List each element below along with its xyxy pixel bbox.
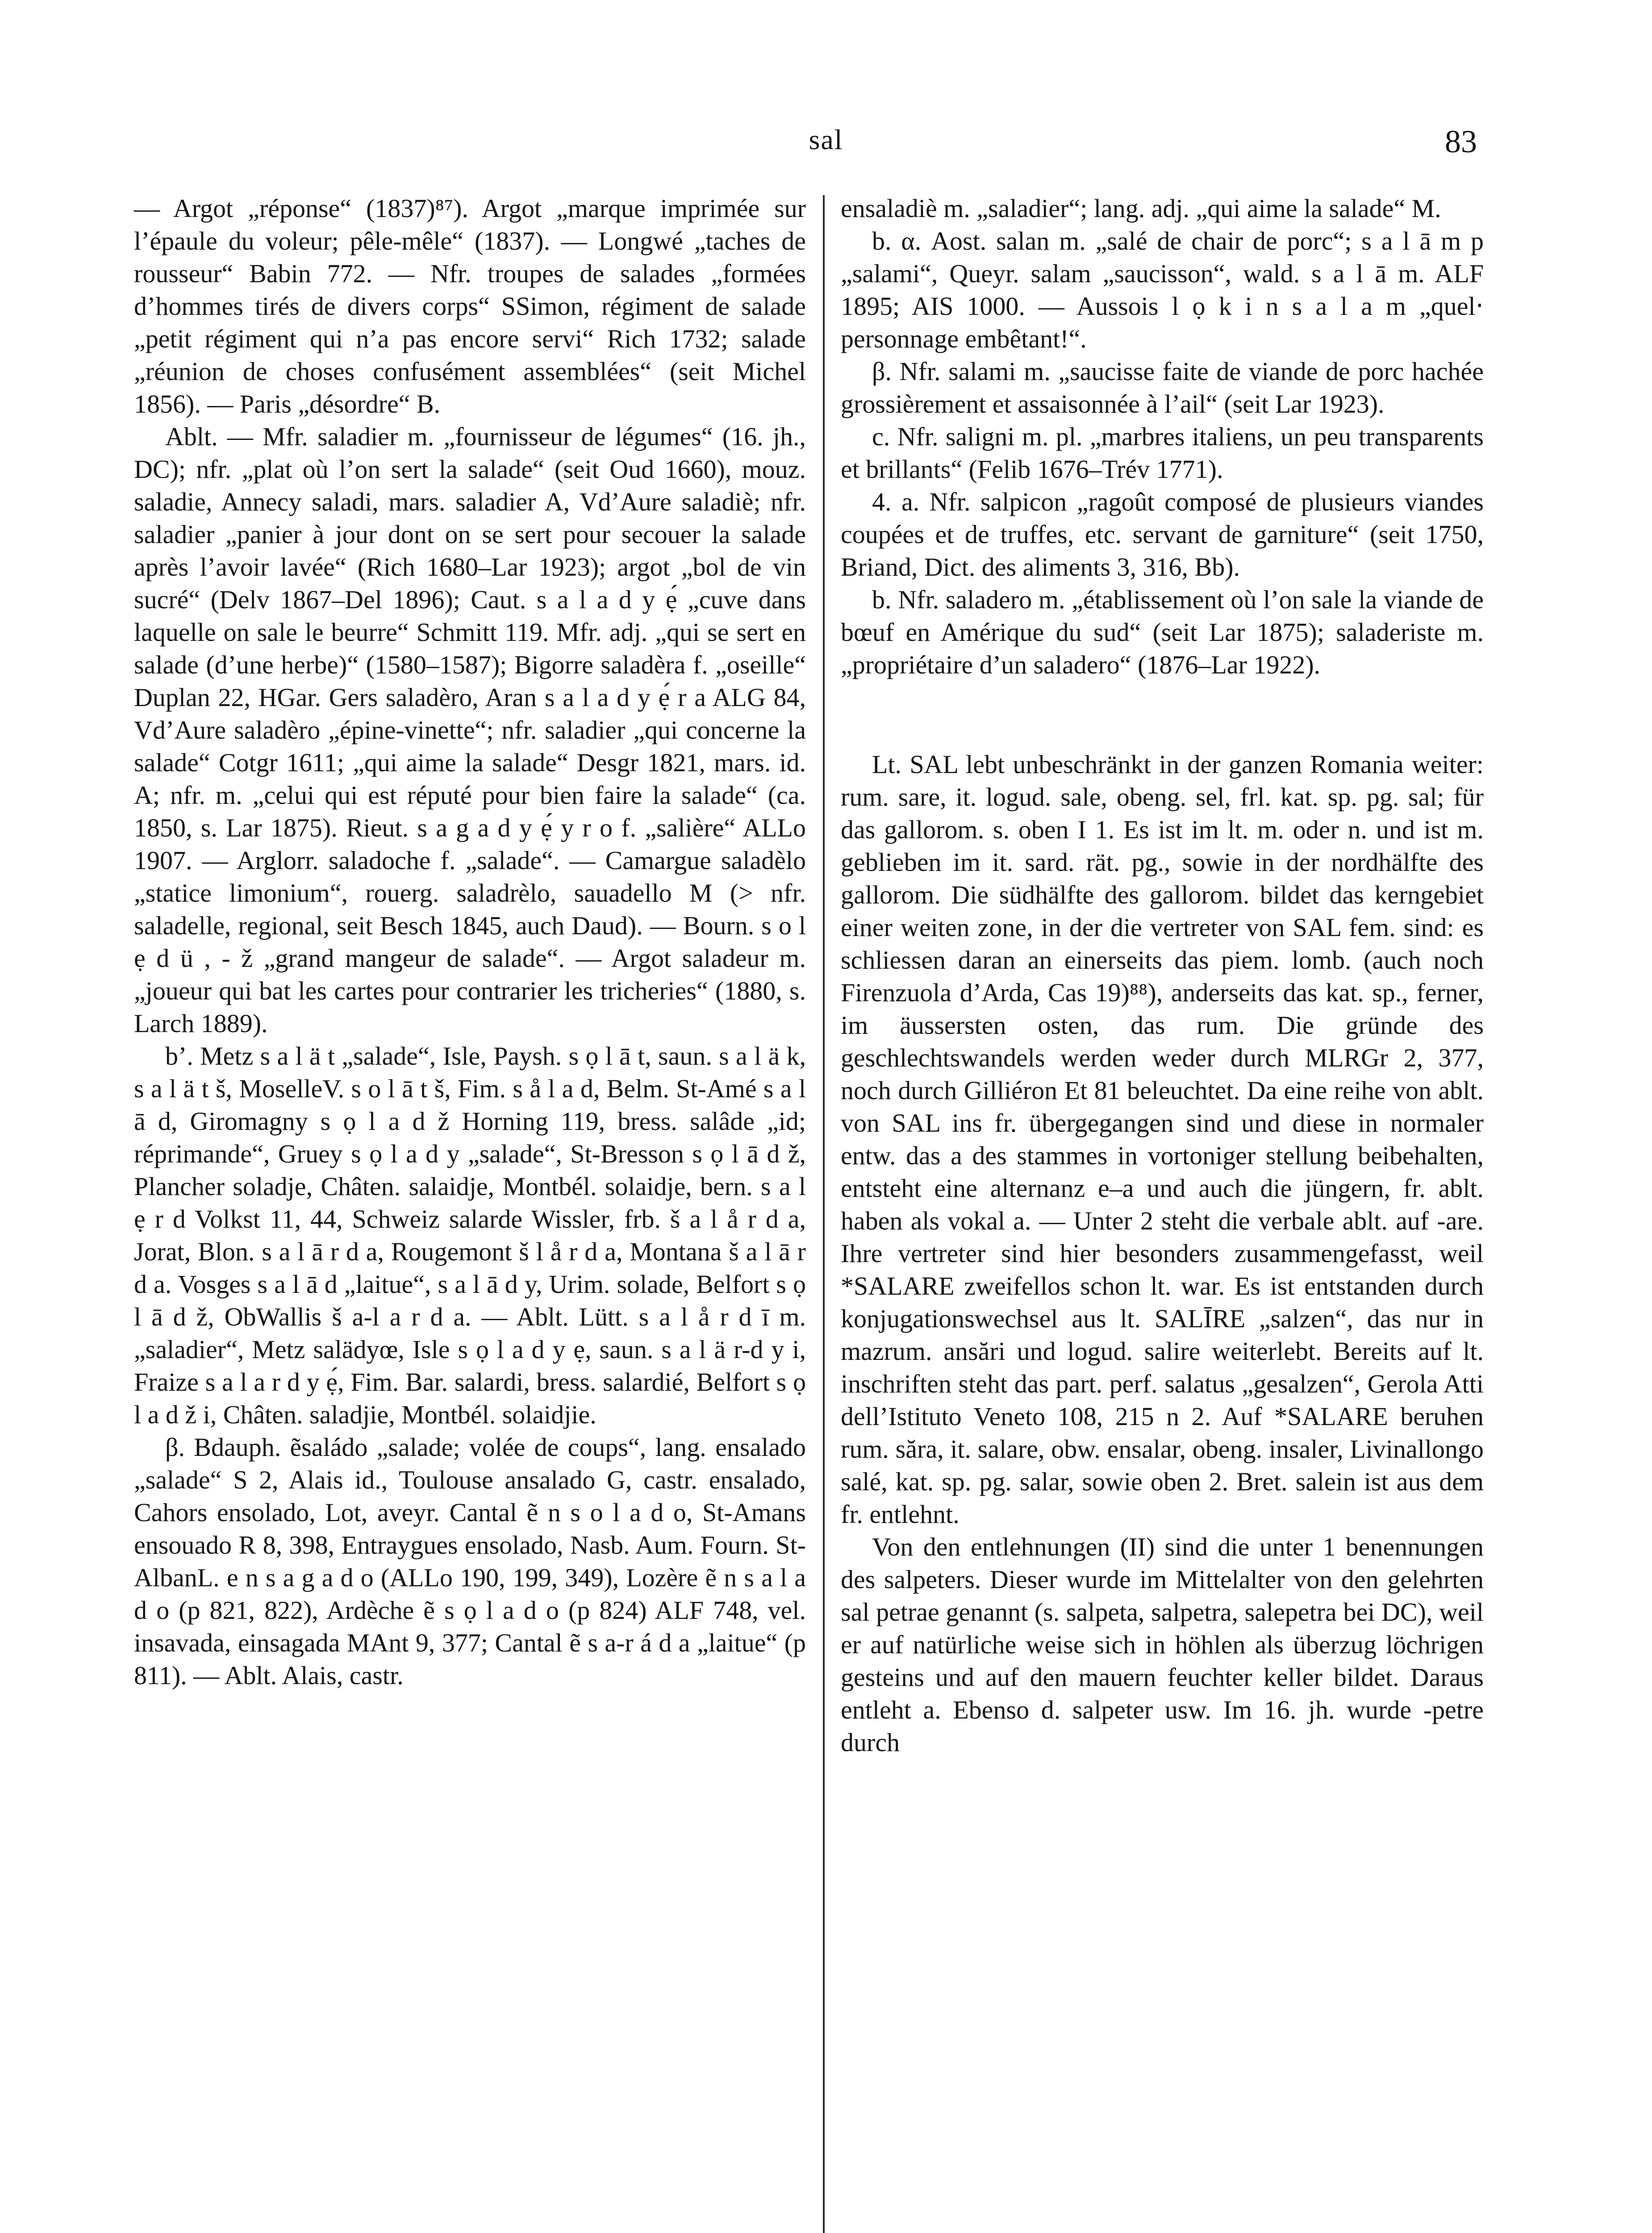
right-paragraph-2: b. α. Aost. salan m. „salé de chair de porc“; s a l ā m p „salami“, Queyr. salam „saucisson“, wald. s a l ā m. ALF 1895; AIS 1000. — Aussois l ọ k i n s a l a m „quel‧personnage embêtant!“. xyxy=(841,226,1484,353)
left-paragraph-3: b’. Metz s a l ä t „salade“, Isle, Paysh. s ọ l ā t, saun. s a l ä k, s a l ä t š, MoselleV. s o l ā t š, Fim. s å l a d, Belm. St-Amé s a l ā d, Giromagny s ọ l a d ž Horning 119, bress. salâde „id; réprimande“, Gruey s ọ l a d y „salade“, St-Bresson s ọ l ā d ž, Plancher soladje, Châten. salaidje, Montbél. solaidje, bern. s a l ẹ r d Volkst 11, 44, Schweiz salarde Wissler, frb. š a l å r d a, Jorat, Blon. s a l ā r d a, Rougemont š l å r d a, Montana š a l ā r d a. Vosges s a l ā d „laitue“, s a l ā d y, Urim. solade, Belfort s ọ l ā d ž, ObWallis š a-l a r d a. — Ablt. Lütt. s a l å r d ī m. „saladier“, Metz salädyœ, Isle s ọ l a d y ẹ, saun. s a l ä r-d y i, Fraize s a l a r d y ẹ́, Fim. Bar. salardi, bress. salardié, Belfort s ọ l a d ž i, Châten. saladjie, Montbél. solaidjie. xyxy=(134,1041,806,1429)
left-paragraph-4: β. Bdauph. ẽsaládo „salade; volée de coups“, lang. ensalado „salade“ S 2, Alais id., Toulouse ansalado G, castr. ensalado, Cahors ensolado, Lot, aveyr. Cantal ẽ n s o l a d o, St-Amans ensouado R 8, 398, Entraygues ensolado, Nasb. Aum. Fourn. St-AlbanL. e n s a g a d o (ALLo 190, 199, 349), Lozère ẽ n s a l a d o (p 821, 822), Ardèche ẽ s ọ l a d o (p 824) ALF 748, vel. insavada, einsagada MAnt 9, 377; Cantal ẽ s a-r á d a „laitue“ (p 811). — Ablt. Alais, castr. xyxy=(134,1433,806,1690)
left-column xyxy=(134,192,806,1692)
right-paragraph-4: c. Nfr. saligni m. pl. „marbres italiens, un peu transparents et brillants“ (Felib 1676–Trév 1771). xyxy=(841,422,1484,484)
right-paragraph-1: ensaladiè m. „saladier“; lang. adj. „qui aime la salade“ M. xyxy=(841,194,1441,223)
right-paragraph-6: b. Nfr. saladero m. „établissement où l’on sale la viande de bœuf en Amérique du sud“ (seit Lar 1875); saladeriste m. „propriétaire d’un saladero“ (1876–Lar 1922). xyxy=(841,585,1484,679)
right-column xyxy=(841,192,1484,1759)
running-head: sal xyxy=(809,124,843,155)
right-paragraph-3: β. Nfr. salami m. „saucisse faite de viande de porc hachée grossièrement et assaisonnée à l’ail“ (seit Lar 1923). xyxy=(841,357,1484,418)
left-paragraph-1: — Argot „réponse“ (1837)⁸⁷). Argot „marque imprimée sur l’épaule du voleur; pêle-mêle“ (1837). — Longwé „taches de rousseur“ Babin 772. — Nfr. troupes de salades „formées d’hommes tirés de divers corps“ SSimon, régiment de salade „petit régiment qui n’a pas encore servi“ Rich 1732; salade „réunion de choses confusément assemblées“ (seit Michel 1856). — Paris „désordre“ B. xyxy=(134,194,806,418)
right-paragraph-7: Lt. SAL lebt unbeschränkt in der ganzen Romania weiter: rum. sare, it. logud. sale, obeng. sel, frl. kat. sp. pg. sal; für das gallorom. s. oben I 1. Es ist im lt. m. oder n. und ist m. geblieben im it. sard. rät. pg., sowie in der nordhälfte des gallorom. Die südhälfte des gallorom. bildet das kerngebiet einer weiten zone, in der die vertreter von SAL fem. sind: es schliessen daran an einerseits das piem. lomb. (auch noch Firenzuola d’Arda, Cas 19)⁸⁸), anderseits das kat. sp., ferner, im äussersten osten, das rum. Die gründe des geschlechtswandels werden weder durch MLRGr 2, 377, noch durch Gilliéron Et 81 beleuchtet. Da eine reihe von ablt. von SAL ins fr. übergegangen sind und diese in normaler entw. das a des stammes in vortoniger stellung beibehalten, entsteht eine alternanz e–a und auch die jüngern, fr. ablt. haben als vokal a. — Unter 2 steht die verbale ablt. auf -are. Ihre vertreter sind hier besonders zusammengefasst, weil *SALARE zweifellos schon lt. war. Es ist entstanden durch konjugationswechsel aus lt. SALĪRE „salzen“, das nur in mazrum. ansări und logud. salire weiterlebt. Bereits auf lt. inschriften steht das part. perf. salatus „gesalzen“, Gerola Atti dell’Istituto Veneto 108, 215 n 2. Auf *SALARE beruhen rum. săra, it. salare, obw. ensalar, obeng. insaler, Livinallongo salé, kat. sp. pg. salar, sowie oben 2. Bret. salein ist aus dem fr. entlehnt. xyxy=(841,750,1484,1529)
page-number: 83 xyxy=(1445,124,1477,159)
right-paragraph-5: 4. a. Nfr. salpicon „ragoût composé de plusieurs viandes coupées et de truffes, etc. servant de garniture“ (seit 1750, Briand, Dict. des aliments 3, 316, Bb). xyxy=(841,487,1484,581)
left-paragraph-2: Ablt. — Mfr. saladier m. „fournisseur de légumes“ (16. jh., DC); nfr. „plat où l’on sert la salade“ (seit Oud 1660), mouz. saladie, Annecy saladi, mars. saladier A, Vd’Aure saladiè; nfr. saladier „panier à jour dont on se sert pour secouer la salade après l’avoir lavée“ (Rich 1680–Lar 1923); argot „bol de vin sucré“ (Delv 1867–Del 1896); Caut. s a l a d y ẹ́ „cuve dans laquelle on sale le beurre“ Schmitt 119. Mfr. adj. „qui se sert en salade (d’une herbe)“ (1580–1587); Bigorre saladèra f. „oseille“ Duplan 22, HGar. Gers saladèro, Aran s a l a d y ẹ́ r a ALG 84, Vd’Aure saladèro „épine-vinette“; nfr. saladier „qui concerne la salade“ Cotgr 1611; „qui aime la salade“ Desgr 1821, mars. id. A; nfr. m. „celui qui est réputé pour bien faire la salade“ (ca. 1850, s. Lar 1875). Rieut. s a g a d y ẹ́ y r o f. „salière“ ALLo 1907. — Arglorr. saladoche f. „salade“. — Camargue saladèlo „statice limonium“, rouerg. saladrèlo, sauadello M (> nfr. saladelle, regional, seit Besch 1845, auch Daud). — Bourn. s o l ẹ d ü , - ž „grand mangeur de salade“. — Argot saladeur m. „joueur qui bat les cartes pour contrarier les tricheries“ (1880, s. Larch 1889). xyxy=(134,422,806,1038)
column-divider xyxy=(823,195,825,2233)
right-paragraph-8: Von den entlehnungen (II) sind die unter 1 benennungen des salpeters. Dieser wurde im Mittelalter von den gelehrten sal petrae genannt (s. salpeta, salpetra, salepetra bei DC), weil er auf natürliche weise sich in höhlen als überzug löchrigen gesteins und auf den mauern feuchter keller bildet. Daraus entleht a. Ebenso d. salpeter usw. Im 16. jh. wurde -petre durch xyxy=(841,1532,1484,1757)
